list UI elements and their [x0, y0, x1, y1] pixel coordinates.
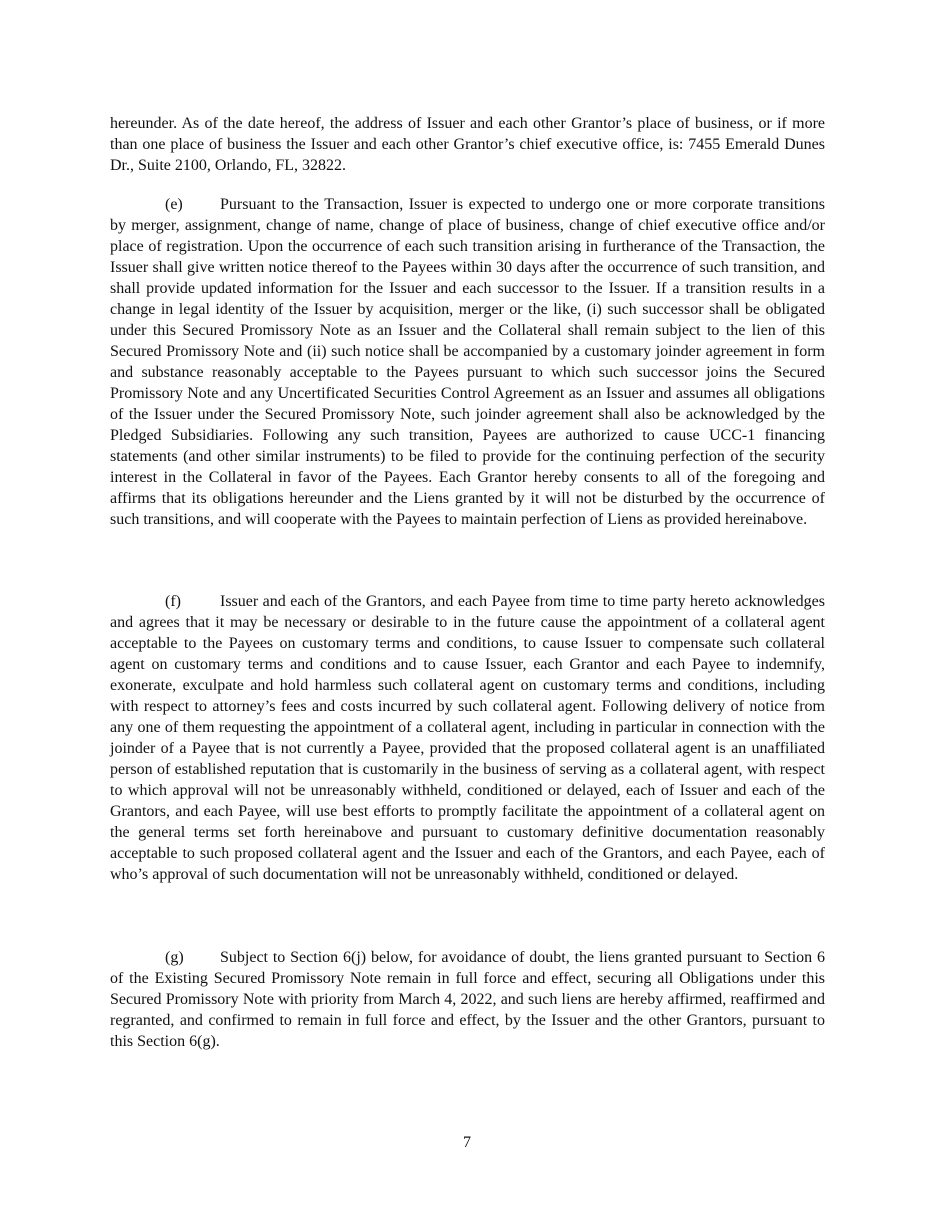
paragraph-g-text: Subject to Section 6(j) below, for avoidance of doubt, the liens granted pursuant to Section 6 of the Existing Secured Promissory Note remain in full force and effect, securing all Obligations under this Secured Promissory Note with priority from March 4, 2022, and such liens are hereby affirmed, reaffirmed and regranted, and confirmed to remain in full force and effect, by the Issuer and the other Grantors, pursuant to this Section 6(g).	[110, 949, 825, 1050]
paragraph-g	[110, 947, 825, 1052]
paragraph-e	[110, 194, 825, 530]
paragraph-f	[110, 591, 825, 885]
paragraph-continuation: hereunder. As of the date hereof, the address of Issuer and each other Grantor’s place of business, or if more than one place of business the Issuer and each other Grantor’s chief executive office, is: 7455 Emerald Dunes Dr., Suite 2100, Orlando, FL, 32822.	[110, 115, 825, 174]
page-number: 7	[463, 1134, 471, 1151]
paragraph-g-label: (g)	[165, 949, 184, 966]
paragraph-f-text: Issuer and each of the Grantors, and each Payee from time to time party hereto acknowledges and agrees that it may be necessary or desirable to in the future cause the appointment of a collateral agent acceptable to the Payees on customary terms and conditions, to cause Issuer to compensate such collateral agent on customary terms and conditions and to cause Issuer, each Grantor and each Payee to indemnify, exonerate, exculpate and hold harmless such collateral agent on customary terms and conditions, including with respect to attorney’s fees and costs incurred by such collateral agent. Following delivery of notice from any one of them requesting the appointment of a collateral agent, including in particular in connection with the joinder of a Payee that is not currently a Payee, provided that the proposed collateral agent is an unaffiliated person of established reputation that is customarily in the business of serving as a collateral agent, with respect to which approval will not be unreasonably withheld, conditioned or delayed, each of Issuer and each of the Grantors, and each Payee, will use best efforts to promptly facilitate the appointment of a collateral agent on the general terms set forth hereinabove and pursuant to customary definitive documentation reasonably acceptable to such proposed collateral agent and the Issuer and each of the Grantors, and each Payee, each of who’s approval of such documentation will not be unreasonably withheld, conditioned or delayed.	[110, 593, 825, 883]
paragraph-f-label: (f)	[165, 593, 181, 610]
paragraph-e-text: Pursuant to the Transaction, Issuer is expected to undergo one or more corporate transitions by merger, assignment, change of name, change of place of business, change of chief executive office and/or place of registration. Upon the occurrence of each such transition arising in furtherance of the Transaction, the Issuer shall give written notice thereof to the Payees within 30 days after the occurrence of such transition, and shall provide updated information for the Issuer and each successor to the Issuer. If a transition results in a change in legal identity of the Issuer by acquisition, merger or the like, (i) such successor shall be obligated under this Secured Promissory Note as an Issuer and the Collateral shall remain subject to the lien of this Secured Promissory Note and (ii) such notice shall be accompanied by a customary joinder agreement in form and substance reasonably acceptable to the Payees pursuant to which such successor joins the Secured Promissory Note and any Uncertificated Securities Control Agreement as an Issuer and assumes all obligations of the Issuer under the Secured Promissory Note, such joinder agreement shall also be acknowledged by the Pledged Subsidiaries. Following any such transition, Payees are authorized to cause UCC-1 financing statements (and other similar instruments) to be filed to provide for the continuing perfection of the security interest in the Collateral in favor of the Payees. Each Grantor hereby consents to all of the foregoing and affirms that its obligations hereunder and the Liens granted by it will not be disturbed by the occurrence of such transitions, and will cooperate with the Payees to maintain perfection of Liens as provided hereinabove.	[110, 196, 825, 528]
paragraph-e-label: (e)	[165, 196, 183, 213]
